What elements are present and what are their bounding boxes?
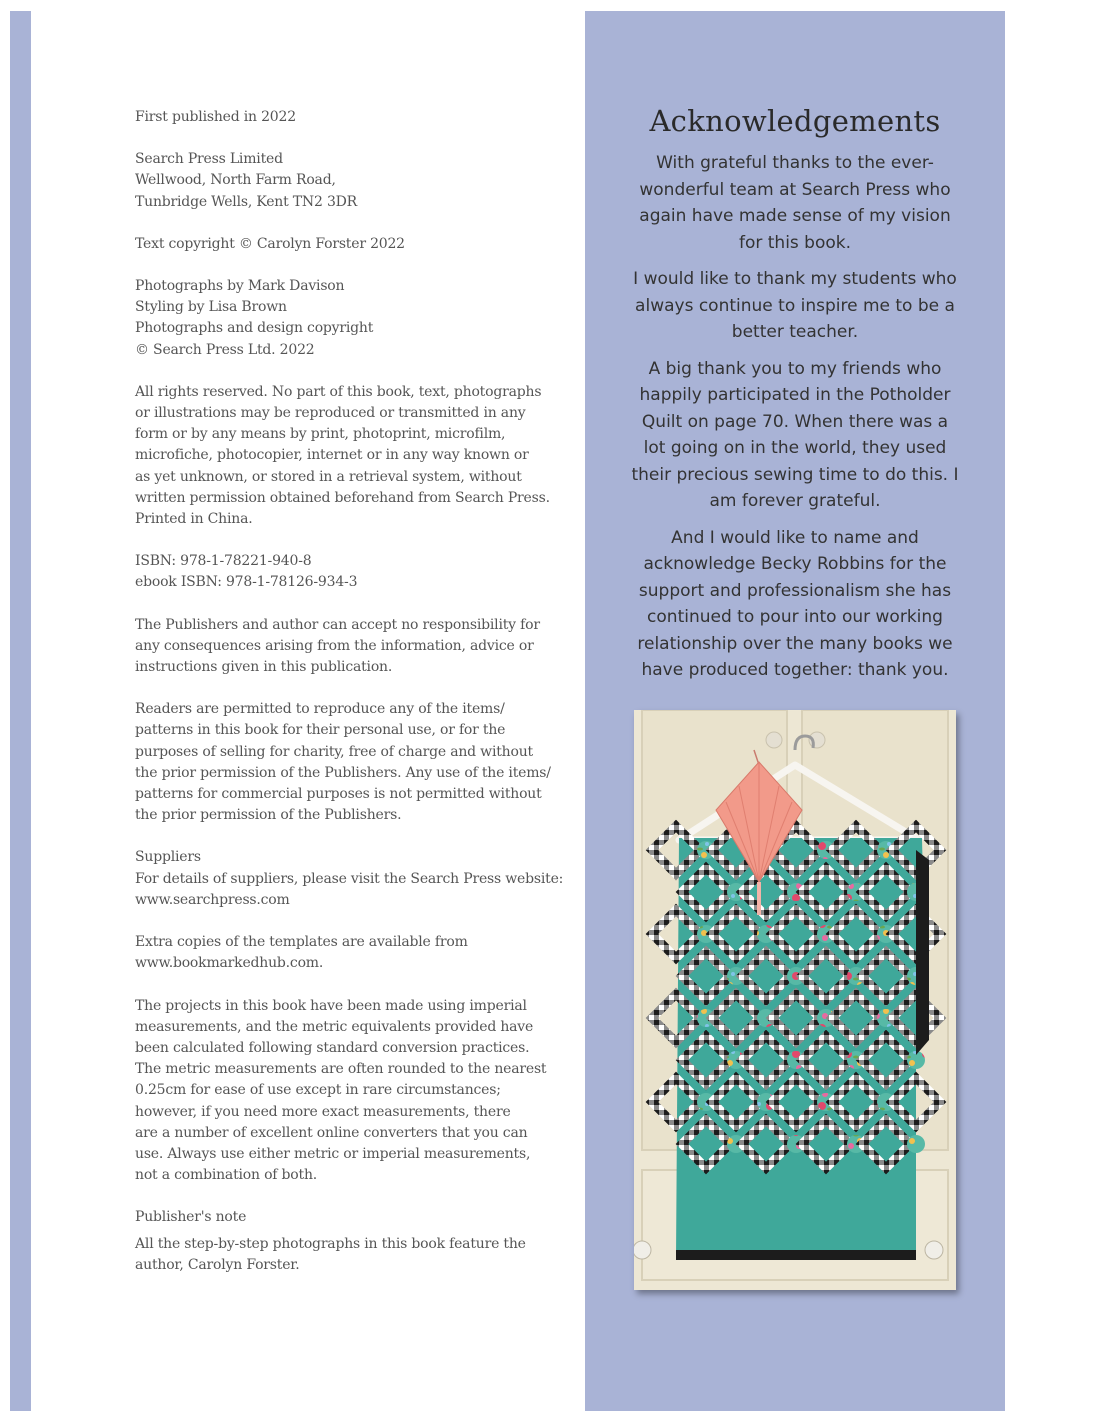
acknowledgement-line: better teacher. xyxy=(731,322,859,342)
floral-patch xyxy=(907,1135,925,1153)
imprint-line: The Publishers and author can accept no responsibility for xyxy=(135,616,540,633)
imprint-block xyxy=(135,149,565,213)
imprint-column xyxy=(135,107,565,1297)
acknowledgement-line: wonderful team at Search Press who xyxy=(639,179,951,200)
acknowledgement-line: I would like to thank my students who xyxy=(633,269,957,289)
imprint-block xyxy=(135,996,565,1187)
imprint-block xyxy=(135,551,565,593)
imprint-line: Search Press Limited xyxy=(135,151,283,168)
left-margin-band xyxy=(10,11,31,1411)
imprint-line: written permission obtained beforehand from Search Press. xyxy=(135,489,550,506)
acknowledgement-line: for this book. xyxy=(738,232,852,253)
imprint-line: The projects in this book have been made using imperial xyxy=(135,997,527,1014)
imprint-line: patterns for commercial purposes is not permitted without xyxy=(135,786,542,803)
acknowledgement-line: have produced together: thank you. xyxy=(641,660,949,680)
imprint-line: measurements, and the metric equivalents provided have xyxy=(135,1018,534,1035)
acknowledgements-title: Acknowledgements xyxy=(649,104,941,138)
imprint-line: Readers are permitted to reproduce any of the items/ xyxy=(135,701,505,718)
imprint-line: not a combination of both. xyxy=(135,1167,318,1184)
imprint-line: All rights reserved. No part of this book, text, photographs xyxy=(135,383,542,400)
publishers-note-text xyxy=(135,1234,565,1276)
imprint-line: Photographs and design copyright xyxy=(135,320,374,337)
acknowledgement-line: happily participated in the Potholder xyxy=(639,385,951,405)
acknowledgement-line: always continue to inspire me to be a xyxy=(635,295,955,316)
imprint-line: instructions given in this publication. xyxy=(135,659,393,676)
imprint-line: ebook ISBN: 978-1-78126-934-3 xyxy=(135,574,358,591)
imprint-line: © Search Press Ltd. 2022 xyxy=(135,341,315,358)
imprint-line: the prior permission of the Publishers. Any use of the items/ xyxy=(135,764,551,781)
imprint-line: First published in 2022 xyxy=(135,109,296,125)
imprint-line: however, if you need more exact measurements, there xyxy=(135,1103,511,1120)
imprint-line: www.searchpress.com xyxy=(135,891,290,908)
imprint-block xyxy=(135,276,565,361)
acknowledgement-paragraph xyxy=(630,266,960,346)
acknowledgement-line: And I would like to name and xyxy=(671,527,919,548)
acknowledgement-line: acknowledge Becky Robbins for the xyxy=(643,554,947,574)
imprint-line: as yet unknown, or stored in a retrieval system, without xyxy=(135,468,522,485)
imprint-line: microfiche, photocopier, internet or in any way known or xyxy=(135,447,529,464)
imprint-line: The metric measurements are often rounded to the nearest xyxy=(135,1061,547,1078)
imprint-block xyxy=(135,847,565,911)
acknowledgement-line: their precious sewing time to do this. I xyxy=(631,464,959,485)
imprint-block xyxy=(135,932,565,974)
imprint-line: www.bookmarkedhub.com. xyxy=(135,955,324,972)
imprint-line: any consequences arising from the information, advice or xyxy=(135,637,534,654)
imprint-line: patterns in this book for their personal use, or for the xyxy=(135,722,506,739)
imprint-line: the prior permission of the Publishers. xyxy=(135,807,402,824)
acknowledgement-line: With grateful thanks to the ever- xyxy=(656,153,934,173)
publishers-note-line: All the step-by-step photographs in this book feature the xyxy=(135,1235,526,1252)
imprint-line: Photographs by Mark Davison xyxy=(135,278,345,295)
acknowledgement-line: am forever grateful. xyxy=(709,491,881,511)
imprint-line: Wellwood, North Farm Road, xyxy=(135,172,336,189)
acknowledgements-body xyxy=(630,150,960,694)
acknowledgement-line: support and professionalism she has xyxy=(638,580,952,601)
quilt-photo-illustration xyxy=(634,710,956,1290)
imprint-line: Printed in China. xyxy=(135,511,253,528)
imprint-line: Tunbridge Wells, Kent TN2 3DR xyxy=(135,193,358,210)
imprint-line: or illustrations may be reproduced or transmitted in any xyxy=(135,405,526,422)
acknowledgement-line: continued to pour into our working xyxy=(647,607,943,627)
imprint-line: For details of suppliers, please visit the Search Press website: xyxy=(135,870,564,887)
acknowledgement-line: lot going on in the world, they used xyxy=(643,438,947,458)
acknowledgement-line: relationship over the many books we xyxy=(637,633,953,654)
imprint-line: 0.25cm for ease of use except in rare circumstances; xyxy=(135,1082,501,1099)
publishers-note-heading: Publisher's note xyxy=(135,1209,247,1226)
acknowledgement-line: again have made sense of my vision xyxy=(639,206,951,226)
acknowledgement-line: A big thank you to my friends who xyxy=(648,358,942,379)
imprint-line: form or by any means by print, photoprint, microfilm, xyxy=(135,426,506,443)
quilt-photo xyxy=(634,710,956,1290)
imprint-line: Extra copies of the templates are available from xyxy=(135,934,468,951)
imprint-line: use. Always use either metric or imperial measurements, xyxy=(135,1145,531,1162)
imprint-line: Suppliers xyxy=(135,849,201,866)
publishers-note-line: author, Carolyn Forster. xyxy=(135,1256,300,1273)
imprint-block xyxy=(135,699,565,826)
imprint-block xyxy=(135,107,565,128)
acknowledgement-line: Quilt on page 70. When there was a xyxy=(641,411,949,432)
imprint-line: been calculated following standard conversion practices. xyxy=(135,1039,530,1056)
imprint-line: ISBN: 978-1-78221-940-8 xyxy=(135,553,312,570)
imprint-block xyxy=(135,234,565,255)
imprint-block xyxy=(135,382,565,530)
acknowledgement-paragraph xyxy=(630,356,960,515)
imprint-line: Styling by Lisa Brown xyxy=(135,299,287,316)
acknowledgement-paragraph xyxy=(630,525,960,684)
imprint-line: purposes of selling for charity, free of charge and without xyxy=(135,743,533,760)
imprint-line: are a number of excellent online converters that you can xyxy=(135,1124,528,1141)
imprint-block xyxy=(135,615,565,679)
imprint-line: Text copyright © Carolyn Forster 2022 xyxy=(135,235,405,252)
acknowledgement-paragraph xyxy=(630,150,960,256)
